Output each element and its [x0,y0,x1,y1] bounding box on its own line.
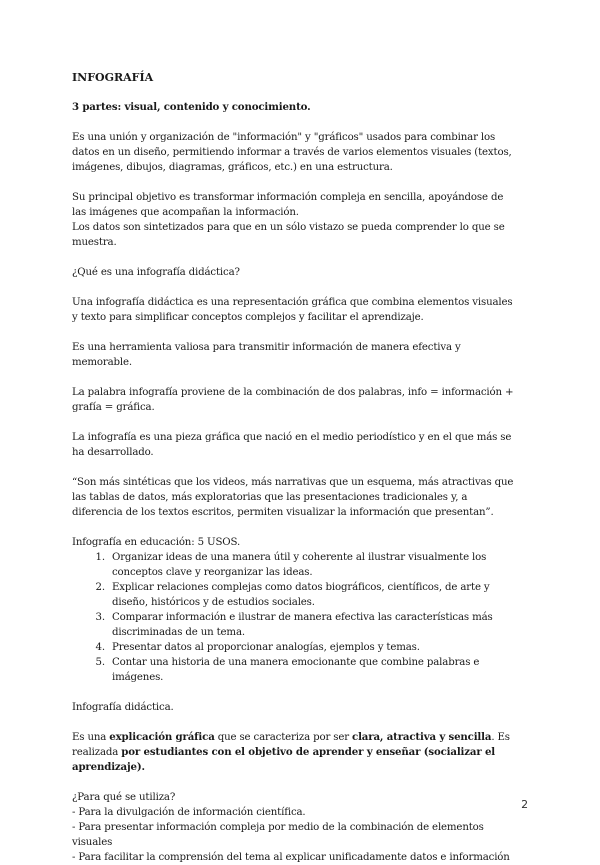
list-item: 3. Comparar información e ilustrar de manera efectiva las características más discriminadas de un tema. [108,610,520,640]
list-item: 1. Organizar ideas de una manera útil y coherente al ilustrar visualmente los conceptos clave y reorganizar las ideas. [108,550,520,580]
list-item: 4. Presentar datos al proporcionar analogías, ejemplos y temas. [108,640,520,655]
quote-paragraph: “Son más sintéticas que los videos, más narrativas que un esquema, más atractivas que las tablas de datos, más exploratorias que las presentaciones tradicionales y, a diferencia de los textos escritos, permiten visualizar la información que presentan”. [72,477,514,518]
list-item: 5. Contar una historia de una manera emocionante que combine palabras e imágenes. [108,655,520,685]
bold-segment: explicación gráfica [109,731,215,743]
question-didactic: ¿Qué es una infografía didáctica? [72,267,240,278]
purpose-item: - Para presentar información compleja por medio de la combinación de elementos visuales [72,822,484,848]
uses-list [72,550,520,685]
etymology-paragraph: La palabra infografía proviene de la combinación de dos palabras, info = información + grafía = gráfica. [72,387,514,413]
didactic-definition-paragraph [72,730,520,775]
didactic-heading: Infografía didáctica. [72,702,174,713]
text-segment: que se caracteriza por ser [214,732,353,743]
synthesis-paragraph: Los datos son sintetizados para que en un sólo vistazo se pueda comprender lo que se muestra. [72,222,505,248]
bold-segment: clara, atractiva y sencilla [352,731,492,743]
didactic-answer-paragraph: Una infografía didáctica es una representación gráfica que combina elementos visuales y texto para simplificar conceptos complejos y facilitar el aprendizaje. [72,297,513,323]
bold-segment: por estudiantes con el objetivo de aprender y enseñar (socializar el aprendizaje). [72,746,496,773]
purpose-block [72,790,520,865]
objective-paragraph: Su principal objetivo es transformar información compleja en sencilla, apoyándose de las imágenes que acompañan la información. [72,192,504,218]
document-title: INFOGRAFÍA [72,71,154,84]
text-segment: . Es realizada [72,732,510,758]
origin-paragraph: La infografía es una pieza gráfica que nació en el medio periodístico y en el que más se ha desarrollado. [72,432,512,458]
purpose-item: - Para la divulgación de información científica. [72,807,306,818]
parts-line: 3 partes: visual, contenido y conocimiento. [72,101,311,113]
tool-paragraph: Es una herramienta valiosa para transmitir información de manera efectiva y memorable. [72,342,461,368]
list-item: 2. Explicar relaciones complejas como datos biográficos, científicos, de arte y diseño, históricos y de estudios sociales. [108,580,520,610]
text-segment: Es una [72,732,110,743]
definition-paragraph: Es una unión y organización de "información" y "gráficos" usados para combinar los datos en un diseño, permitiendo informar a través de varios elementos visuales (textos, imágenes, dibujos, diagramas, gráficos, etc.) en una estructura. [72,132,512,173]
uses-heading: Infografía en educación: 5 USOS. [72,537,241,548]
purpose-question: ¿Para qué se utiliza? [72,792,176,803]
page-number: 2 [521,798,528,811]
purpose-item: - Para facilitar la comprensión del tema al explicar unificadamente datos e información [72,852,510,863]
